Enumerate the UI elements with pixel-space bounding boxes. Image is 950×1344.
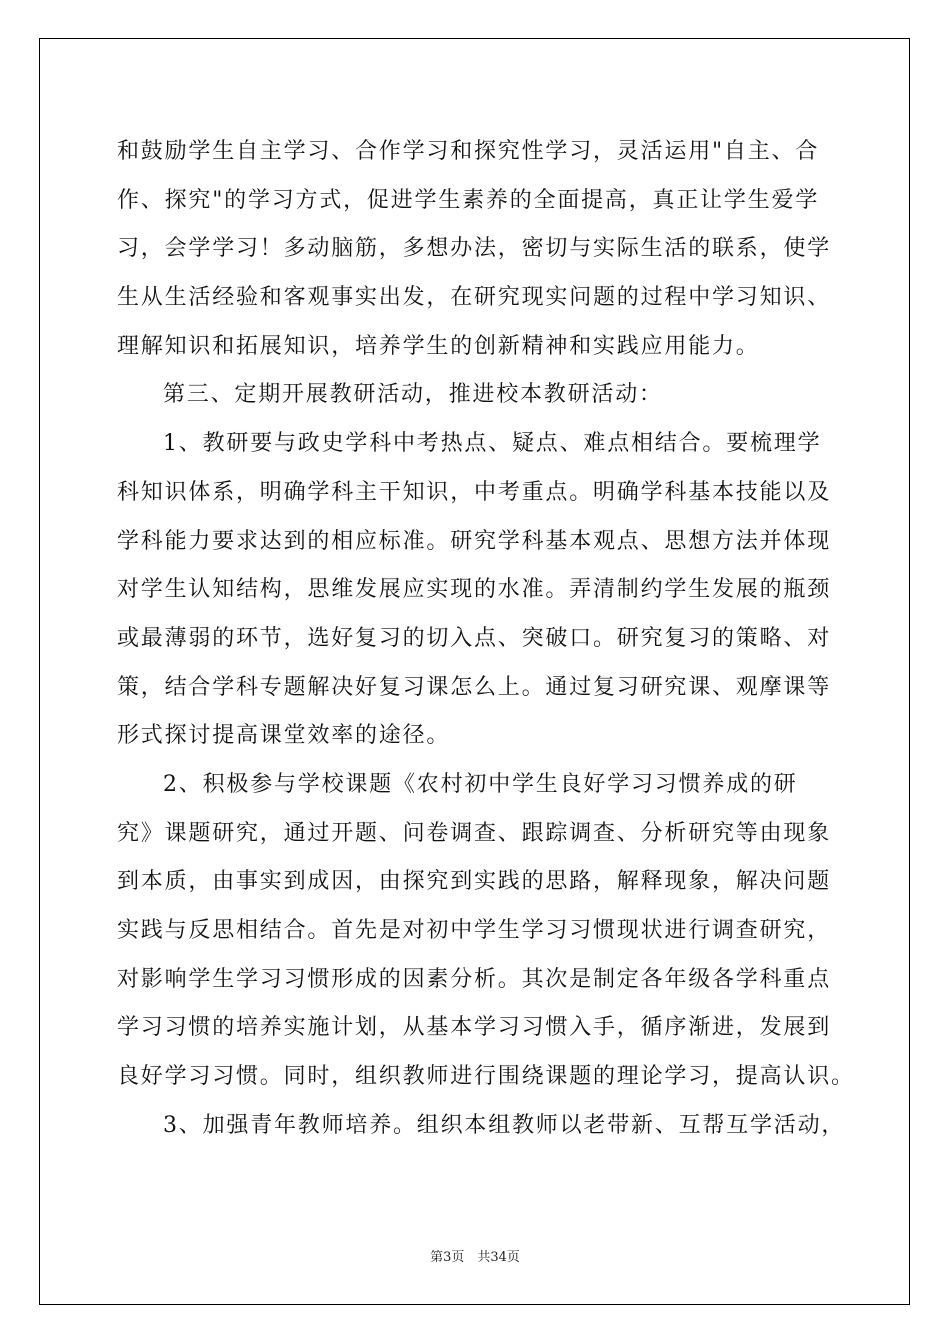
text-line: 作、探究"的学习方式，促进学生素养的全面提高，真正让学生爱学: [117, 187, 820, 213]
page-number-label: 第3页 共34页: [430, 1250, 520, 1265]
text-line: 对影响学生学习习惯形成的因素分析。其次是制定各年级各学科重点: [117, 966, 832, 992]
text-line: 策，结合学科专题解决好复习课怎么上。通过复习研究课、观摩课等: [117, 674, 832, 700]
text-line: 到本质，由事实到成因，由探究到实践的思路，解释现象，解决问题: [117, 869, 832, 895]
text-line: 究》课题研究，通过开题、问卷调查、跟踪调查、分析研究等由现象: [117, 820, 832, 846]
text-line: 2、积极参与学校课题《农村初中学生良好学习习惯养成的研: [163, 771, 798, 797]
text-line: 和鼓励学生自主学习、合作学习和探究性学习，灵活运用"自主、合: [117, 139, 820, 164]
text-line: 生从生活经验和客观事实出发，在研究现实问题的过程中学习知识、: [117, 285, 832, 311]
text-line: 形式探讨提高课堂效率的途径。: [117, 723, 451, 749]
text-line: 1、教研要与政史学科中考热点、疑点、难点相结合。要梳理学: [163, 431, 822, 457]
text-line: 理解知识和拓展知识，培养学生的创新精神和实践应用能力。: [117, 333, 760, 359]
document-body: [117, 128, 853, 1150]
text-line: 对学生认知结构，思维发展应实现的水准。弄清制约学生发展的瓶颈: [117, 577, 832, 603]
text-line: 或最薄弱的环节，选好复习的切入点、突破口。研究复习的策略、对: [117, 625, 832, 651]
text-line: 3、加强青年教师培养。组织本组教师以老带新、互帮互学活动，: [163, 1112, 846, 1138]
text-line: 学习习惯的培养实施计划，从基本学习习惯入手，循序渐进，发展到: [117, 1015, 832, 1041]
text-line: 习，会学学习！多动脑筋，多想办法，密切与实际生活的联系，使学: [117, 236, 832, 262]
text-line: 学科能力要求达到的相应标准。研究学科基本观点、思想方法并体现: [117, 528, 832, 554]
text-line: 良好学习习惯。同时，组织教师进行围绕课题的理论学习，提高认识。: [117, 1064, 855, 1090]
text-line: 科知识体系，明确学科主干知识，中考重点。明确学科基本技能以及: [117, 479, 832, 505]
text-line: 实践与反思相结合。首先是对初中学生学习习惯现状进行调查研究，: [117, 918, 832, 943]
page-footer: [0, 1246, 950, 1265]
text-line: 第三、定期开展教研活动，推进校本教研活动：: [163, 382, 663, 408]
